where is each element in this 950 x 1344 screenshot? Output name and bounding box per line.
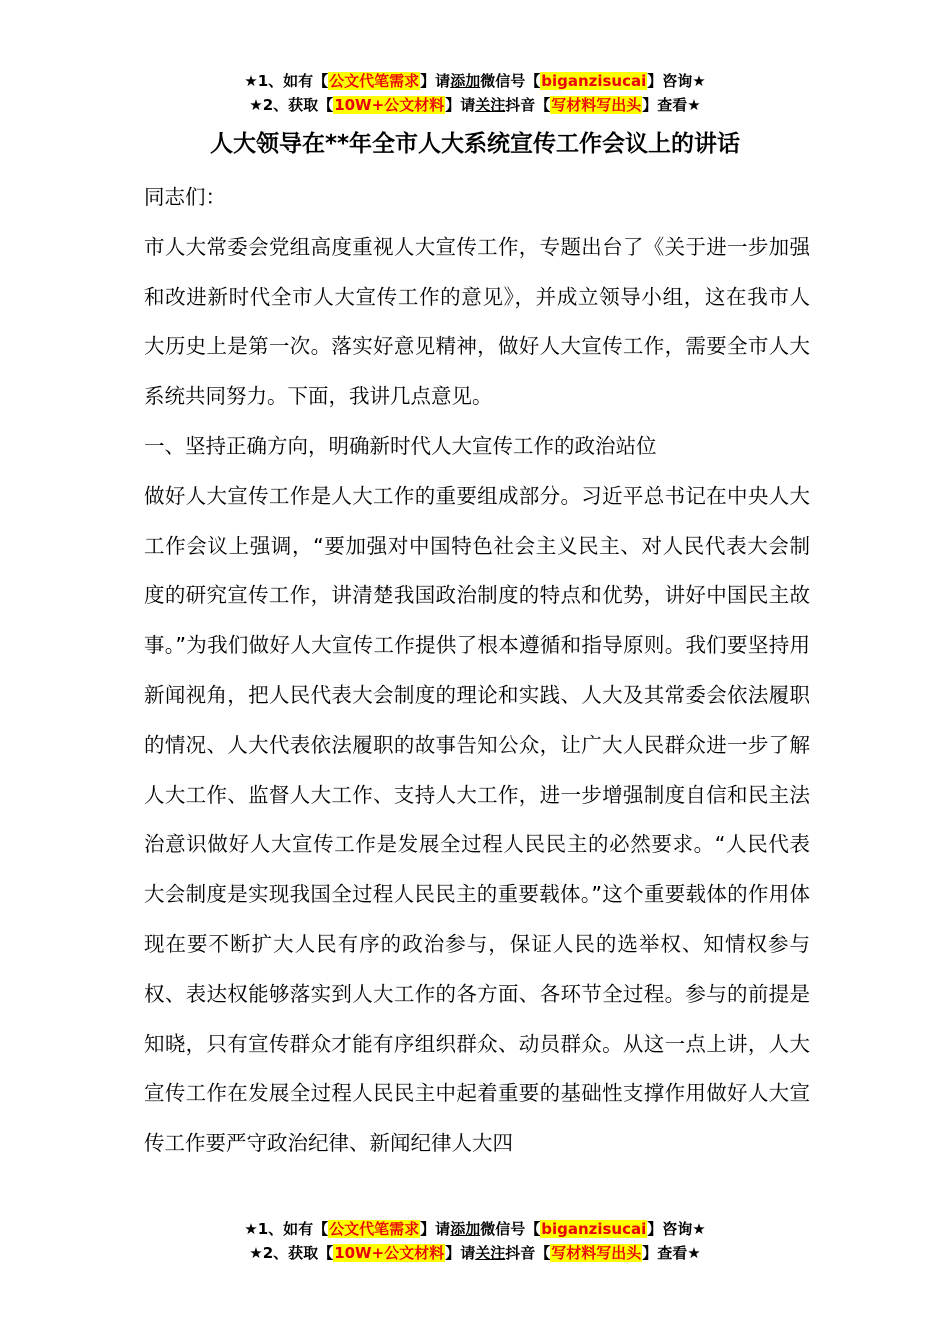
promo-line-2: [0, 93, 950, 117]
promo-highlight: 10W+公文材料: [334, 1244, 445, 1262]
promo-text: ★2、获取【: [249, 96, 334, 114]
promo-text: 微信号【: [480, 72, 541, 90]
promo-highlight: 10W+公文材料: [334, 96, 445, 114]
promo-highlight-douyin: 写材料写出头: [551, 96, 642, 114]
paragraph: 市人大常委会党组高度重视人大宣传工作，专题出台了《关于进一步加强和改进新时代全市人大宣传工作的意见》，并成立领导小组，这在我市人大历史上是第一次。落实好意见精神，做好人大宣传工作，需要全市人大系统共同努力。下面，我讲几点意见。: [144, 234, 810, 409]
salutation: 同志们：: [144, 185, 226, 209]
promo-line-1: [0, 69, 950, 93]
promo-text: 】查看★: [642, 96, 701, 114]
promo-line-2: [0, 1241, 950, 1265]
promo-highlight: 公文代笔需求: [329, 72, 420, 90]
promo-underlined: 关注: [475, 1244, 506, 1262]
promo-text: 】请: [420, 1220, 451, 1238]
promo-banner-top: [0, 69, 950, 117]
promo-text: ★1、如有【: [244, 1220, 329, 1238]
promo-line-1: [0, 1217, 950, 1241]
promo-highlight-wechat: biganzisucai: [541, 1220, 647, 1238]
document-title: 人大领导在**年全市人大系统宣传工作会议上的讲话: [209, 131, 741, 157]
promo-text: 】请: [445, 96, 476, 114]
promo-banner-bottom: [0, 1217, 950, 1265]
promo-underlined: 添加: [450, 72, 481, 90]
promo-underlined: 关注: [475, 96, 506, 114]
promo-text: 】请: [445, 1244, 476, 1262]
document-body: [144, 173, 810, 1169]
promo-highlight-douyin: 写材料写出头: [551, 1244, 642, 1262]
promo-text: ★1、如有【: [244, 72, 329, 90]
paragraph: 做好人大宣传工作是人大工作的重要组成部分。习近平总书记在中央人大工作会议上强调，“要加强对中国特色社会主义民主、对人民代表大会制度的研究宣传工作，讲清楚我国政治制度的特点和优势，讲好中国民主故事。”为我们做好人大宣传工作提供了根本遵循和指导原则。我们要坚持用新闻视角，把人民代表大会制度的理论和实践、人大及其常委会依法履职的情况、人大代表依法履职的故事告知公众，让广大人民群众进一步了解人大工作、监督人大工作、支持人大工作，进一步增强制度自信和民主法治意识做好人大宣传工作是发展全过程人民民主的必然要求。“人民代表大会制度是实现我国全过程人民民主的重要载体。”这个重要载体的作用体现在要不断扩大人民有序的政治参与，保证人民的选举权、知情权参与权、表达权能够落实到人大工作的各方面、各环节全过程。参与的前提是知晓，只有宣传群众才能有序组织群众、动员群众。从这一点上讲，人大宣传工作在发展全过程人民民主中起着重要的基础性支撑作用做好人大宣传工作要严守政治纪律、新闻纪律人大四: [144, 483, 810, 1156]
promo-highlight: 公文代笔需求: [329, 1220, 420, 1238]
promo-text: 微信号【: [480, 1220, 541, 1238]
promo-text: 抖音【: [505, 1244, 551, 1262]
promo-text: 】请: [420, 72, 451, 90]
promo-text: 】咨询★: [647, 1220, 706, 1238]
section-heading: 一、坚持正确方向，明确新时代人大宣传工作的政治站位: [144, 433, 657, 458]
promo-text: 】查看★: [642, 1244, 701, 1262]
promo-underlined: 添加: [450, 1220, 481, 1238]
promo-text: ★2、获取【: [249, 1244, 334, 1262]
promo-text: 】咨询★: [647, 72, 706, 90]
promo-highlight-wechat: biganzisucai: [541, 72, 647, 90]
promo-text: 抖音【: [505, 96, 551, 114]
